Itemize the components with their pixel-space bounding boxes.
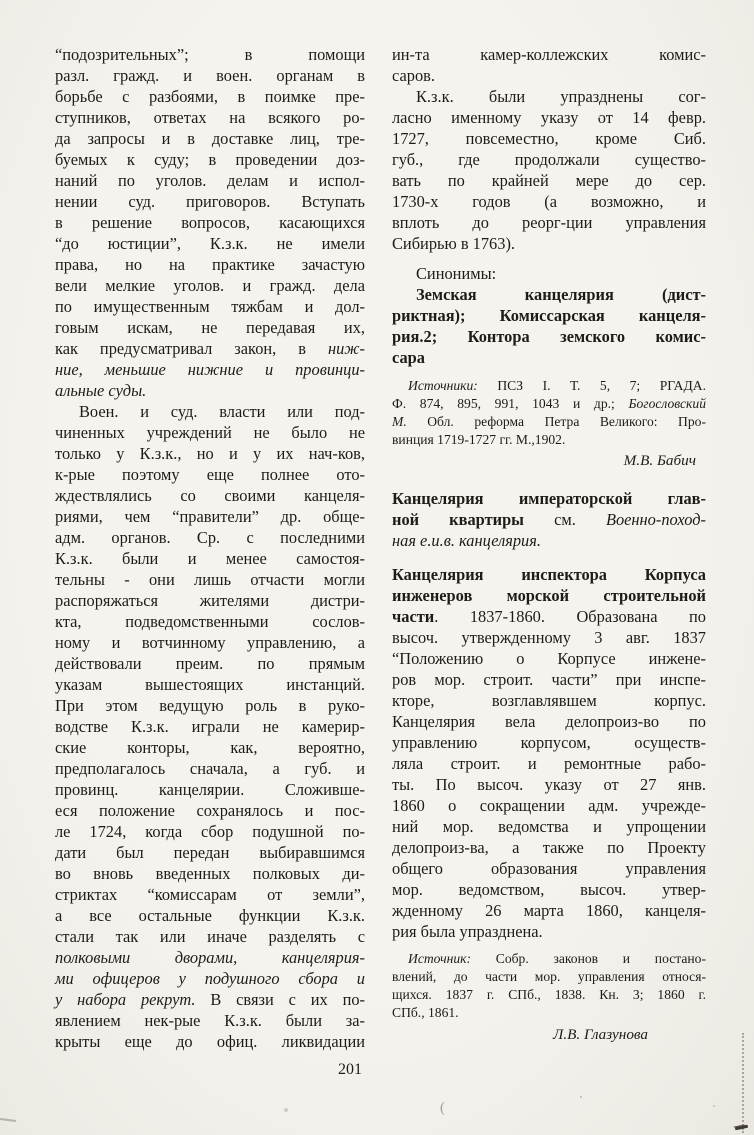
text-line: говым искам, не передавая их, [55, 318, 365, 337]
text-line: адм. органов. Ср. с последними [55, 528, 365, 547]
text-line: “до юстиции”, К.з.к. не имели [55, 234, 365, 253]
text-line: ров мор. строит. части” при инспе- [392, 670, 706, 689]
text-line: ле 1724, когда сбор подушной по- [55, 822, 365, 841]
text-line: риями, чем “правители” др. обще- [55, 507, 365, 526]
text-line: альные суды. [55, 381, 147, 400]
text-line: ские конторы, как, вероятно, [55, 738, 365, 757]
text-line: винция 1719-1727 гг. М.,1902. [392, 432, 566, 447]
text-line: Сибирью в 1763). [392, 234, 516, 253]
entry-inspector-corps [392, 564, 706, 942]
text-line: влений, до части мор. управления относя- [392, 969, 706, 984]
text-line: губ., где продолжали существо- [392, 150, 706, 169]
text-line: “подозрительных”; в помощи [55, 45, 365, 64]
left-text-column [55, 44, 365, 1052]
text-line: распоряжаться жителями дистри- [55, 591, 365, 610]
entry-body-continuation [55, 44, 365, 401]
text-line: щихся. 1837 г. СПб., 1838. Кн. 3; 1860 г. [392, 987, 706, 1002]
scan-corner-mark [735, 1125, 748, 1131]
text-line: указам вышестоящих инстанций. [55, 675, 365, 694]
right-text-column [392, 44, 706, 1045]
text-line: высоч. утвержденному 3 авг. 1837 [392, 628, 706, 647]
text-line: 1727, повсеместно, кроме Сиб. [392, 129, 706, 148]
text-line: Л.В. Глазунова [553, 1026, 648, 1043]
text-line: СПб., 1861. [392, 1005, 459, 1020]
text-line: 1860 о сокращении адм. учрежде- [392, 796, 706, 815]
text-line: делопроиз-ва, а также по Проекту [392, 838, 706, 857]
text-line: во вновь введенных полковых ди- [55, 864, 365, 883]
text-line: у набора рекрут. В связи с их по- [55, 990, 366, 1009]
text-line: Канцелярия императорской глав- [392, 489, 706, 508]
text-line: провинц. канцелярии. Сложивше- [55, 780, 365, 799]
text-line: ной квартиры см. Военно-поход- [392, 510, 706, 529]
text-line: тельны - они лишь отчасти могли [55, 570, 365, 589]
text-line: ляла строит. и ремонтные рабо- [392, 754, 706, 773]
text-line: явлением нек-рые К.з.к. были за- [55, 1011, 365, 1030]
text-line: Канцелярия инспектора Корпуса [392, 565, 706, 584]
text-line: Ф. 874, 895, 991, 1043 и др.; Богословский [392, 396, 706, 411]
text-line: чиненных учреждений не было не [55, 423, 365, 442]
text-line: в решение вопросов, касающихся [55, 213, 365, 232]
text-line: вплоть до реорг-ции управления [392, 213, 706, 232]
text-line: ная е.и.в. канцелярия. [392, 531, 541, 550]
text-line: жденному 26 марта 1860, канцеля- [392, 901, 706, 920]
text-line: кторе, возглавлявшем корпус. [392, 691, 706, 710]
text-line: предполагалось сначала, а губ. и [55, 759, 365, 778]
text-line: Источники: ПСЗ I. Т. 5, 7; РГАДА. [408, 378, 706, 393]
text-line: М. Обл. реформа Петра Великого: Про- [392, 414, 706, 429]
text-line: наний по уголов. делам и испол- [55, 171, 365, 190]
text-line: борьбе с разбоями, в поимке пре- [55, 87, 365, 106]
text-line: стали так или иначе разделять с [55, 927, 365, 946]
text-line: кта, подведомственными сослов- [55, 612, 365, 631]
text-line: а все остальные функции К.з.к. [55, 906, 365, 925]
text-line: 1730-х годов (а возможно, и [392, 192, 706, 211]
text-line: ты. По высоч. указу от 27 янв. [392, 775, 706, 794]
text-line: рия.2; Контора земского комис- [392, 327, 706, 346]
text-line: инженеров морской строительной [392, 586, 706, 605]
text-line: нении суд. приговоров. Вступать [55, 192, 365, 211]
text-line: управлению корпусом, осуществ- [392, 733, 706, 752]
scan-paren-mark: ( [440, 1100, 445, 1116]
text-line: ин-та камер-коллежских комис- [392, 45, 706, 64]
text-line: ний мор. ведомства и упрощении [392, 817, 706, 836]
author-byline [392, 451, 706, 471]
text-line: К.з.к. были упразднены сог- [416, 87, 706, 106]
text-line: риктная); Комиссарская канцеля- [392, 306, 706, 325]
text-line: водстве К.з.к. играли не камерир- [55, 717, 365, 736]
text-line: общего образования управления [392, 859, 706, 878]
text-line: как предусматривал закон, в ниж- [55, 339, 365, 358]
text-line: Канцелярия вела делопроиз-во по [392, 712, 706, 731]
text-line: полковыми дворами, канцелярия- [55, 948, 365, 967]
text-line: При этом ведущую роль в руко- [55, 696, 365, 715]
scan-edge-line [742, 1033, 744, 1133]
source-note [392, 950, 706, 1022]
scan-specks [580, 1096, 582, 1098]
text-line: действовали преим. по прямым [55, 654, 365, 673]
text-line: права, но на практике зачастую [55, 255, 365, 274]
text-line: части. 1837-1860. Образована по [392, 607, 706, 626]
page-number: 201 [338, 1061, 362, 1078]
text-line: еся положение сохранялось и пос- [55, 801, 365, 820]
cross-reference-entry [392, 488, 706, 551]
text-line: к-рые поэтому еще полнее ото- [55, 465, 365, 484]
text-line: Синонимы: [416, 264, 497, 283]
text-line: саров. [392, 66, 435, 85]
text-line: Земская канцелярия (дист- [416, 285, 706, 304]
text-line: К.з.к. были и менее самостоя- [55, 549, 365, 568]
text-line: дати был передан выбиравшимся [55, 843, 365, 862]
text-line: крыты еще до офиц. ликвидации [55, 1032, 365, 1051]
text-line: ласно именному указу от 14 февр. [392, 108, 706, 127]
text-line: ждествлялись со своими канцеля- [55, 486, 365, 505]
scan-left-mark [0, 1118, 16, 1122]
text-line: да запросы и в доставке лиц, тре- [55, 129, 365, 148]
text-line: вать по крайней мере до сер. [392, 171, 706, 190]
text-line: вели мелкие уголов. и гражд. дела [55, 276, 365, 295]
sources-note [392, 377, 706, 449]
text-line: мор. ведомством, высоч. утвер- [392, 880, 706, 899]
synonyms-heading [392, 263, 706, 284]
text-line: “Положению о Корпусе инжене- [392, 649, 706, 668]
synonyms-list [392, 284, 706, 368]
text-line: ступников, ответах на всякого ро- [55, 108, 365, 127]
text-line: ному и вотчинному управлению, а [55, 633, 365, 652]
text-line: Источник: Собр. законов и постано- [408, 951, 706, 966]
entry-body-paragraph [55, 401, 365, 1052]
text-line: разл. гражд. и воен. органам в [55, 66, 365, 85]
text-line: сара [392, 348, 425, 367]
text-line: по имущественным тяжбам и дол- [55, 297, 365, 316]
text-line: ние, меньшие нижние и провинци- [55, 360, 365, 379]
text-line: М.В. Бабич [623, 452, 696, 469]
text-line: Воен. и суд. власти или под- [79, 402, 365, 421]
entry-body-continuation [392, 44, 706, 86]
entry-body-paragraph [392, 86, 706, 254]
text-line: только у К.з.к., но и у их нач-ков, [55, 444, 365, 463]
text-line: рия была упразднена. [392, 922, 543, 941]
text-line: стриктах “комиссарам от земли”, [55, 885, 365, 904]
text-line: буемых к суду; в проведении доз- [55, 150, 365, 169]
text-line: ми офицеров у подушного сбора и [55, 969, 365, 988]
author-byline [392, 1025, 706, 1045]
